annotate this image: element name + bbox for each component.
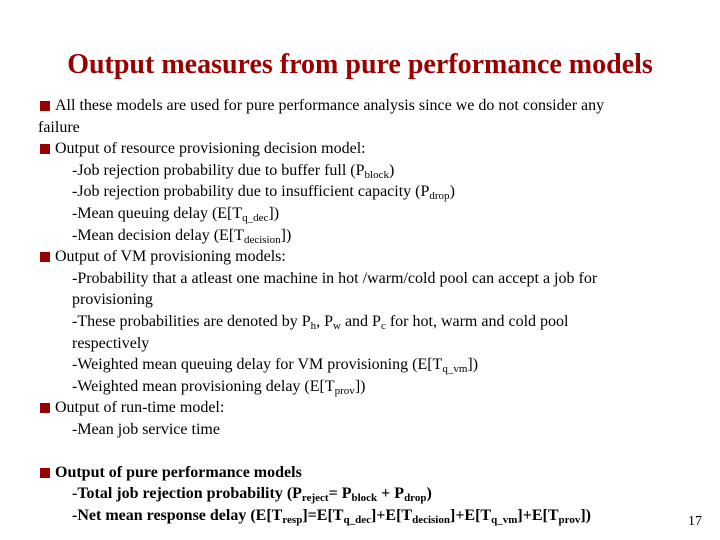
bullet-item [38,397,688,419]
text: ) [426,485,432,503]
subscript: h [310,319,317,332]
text: -Mean job service time [72,420,220,438]
bullet-text: Output of resource provisioning decision model: [55,140,366,158]
bullet-text: Output of VM provisioning models: [55,248,286,266]
text: ]) [280,226,292,244]
text: ]) [467,356,479,374]
text: -Weighted mean queuing delay for VM provisioning (E[T [72,356,443,374]
bullet-item [38,138,688,160]
sub-item [38,181,688,203]
text: -Net mean response delay (E[T [72,506,283,524]
sub-item-continued [38,333,688,355]
square-bullet-icon [40,252,50,262]
subscript: c [380,319,386,332]
subscript: q_vm [442,363,468,376]
text: -Job rejection probability due to buffer full (P [72,161,365,179]
text: ]) [354,377,366,395]
bullet-item [38,246,688,268]
text: for hot, warm and cold pool [385,312,569,330]
text: -Weighted mean provisioning delay (E[T [72,377,335,395]
square-bullet-icon [40,101,50,111]
subscript: drop [404,492,427,505]
square-bullet-icon [40,403,50,413]
text: and P [340,312,381,330]
sub-item [38,354,688,376]
bullet-item [38,95,688,117]
text: -Job rejection probability due to insufficient capacity (P [72,183,430,201]
subscript: decision [412,513,450,526]
text: provisioning [72,291,153,309]
square-bullet-icon [40,144,50,154]
subscript: q_vm [491,513,518,526]
text: ]+E[T [517,506,559,524]
text: + P [377,485,405,503]
text: -Probability that a atleast one machine in hot /warm/cold pool can accept a job for [72,269,598,287]
subscript: prov [558,513,581,526]
text: -Mean decision delay (E[T [72,226,244,244]
slide-body [38,95,688,526]
text: ]=E[T [302,506,344,524]
sub-item [38,483,688,505]
subscript: decision [243,233,281,246]
text: ]) [580,506,591,524]
subscript: resp [282,513,303,526]
text: -These probabilities are denoted by P [72,312,311,330]
text: -Mean queuing delay (E[T [72,204,243,222]
subscript: prov [334,384,355,397]
subscript: reject [301,492,329,505]
sub-item [38,160,688,182]
text: , P [316,312,333,330]
sub-item [38,311,688,333]
text: ]+E[T [370,506,413,524]
subscript: q_dec [343,513,371,526]
subscript: block [364,168,389,181]
bullet-item [38,462,688,484]
subscript: q_dec [242,211,269,224]
bullet-text-continued [38,117,688,139]
sub-item [38,203,688,225]
text: ]) [268,204,280,222]
sub-item [38,505,688,527]
bullet-text: Output of run-time model: [55,399,225,417]
slide-title: Output measures from pure performance models [67,49,653,80]
sub-item [38,419,688,441]
text: respectively [72,334,150,352]
subscript: drop [429,190,450,203]
subscript: w [333,319,341,332]
text: -Total job rejection probability (P [72,485,302,503]
sub-item-continued [38,289,688,311]
text: = P [328,485,352,503]
text: ) [449,183,455,201]
text: ) [388,161,395,179]
bullet-text: Output of pure performance models [55,463,302,481]
page-number: 17 [688,514,702,529]
sub-item [38,225,688,247]
text: ]+E[T [449,506,492,524]
text: failure [38,118,80,136]
sub-item [38,268,688,290]
sub-item [38,376,688,398]
square-bullet-icon [40,468,50,478]
subscript: block [351,492,378,505]
spacer [38,441,688,462]
bullet-text: All these models are used for pure performance analysis since we do not consider any [55,97,605,114]
